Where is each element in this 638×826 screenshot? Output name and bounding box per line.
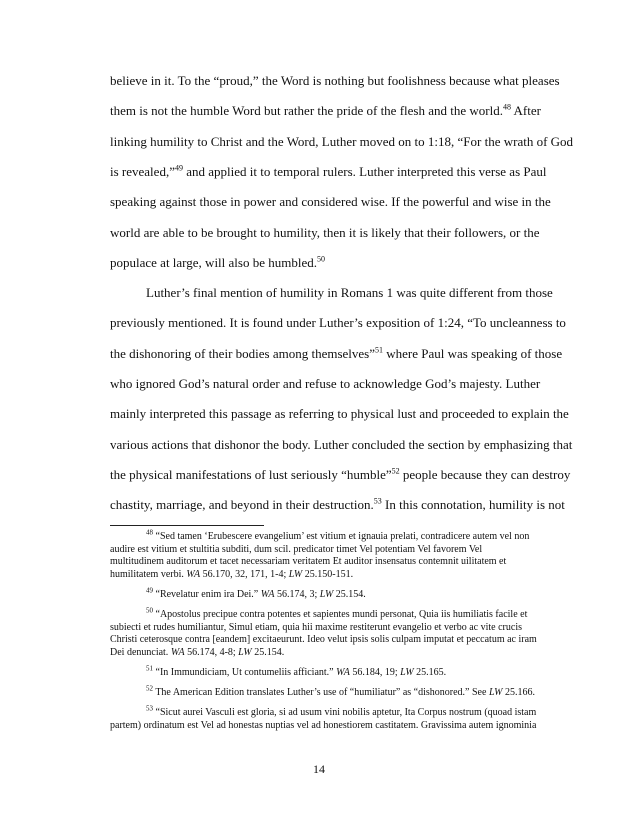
- text-run: populace at large, will also be humbled.: [110, 254, 317, 270]
- body-line: [110, 225, 540, 241]
- text-run: “Revelatur enim ira Dei.”: [153, 588, 261, 600]
- text-run: 56.174, 4-8;: [184, 646, 239, 658]
- citation-abbrev: LW: [400, 666, 414, 678]
- footnote-line: [110, 556, 540, 569]
- body-line: [110, 315, 566, 331]
- footnote-line: [110, 684, 576, 700]
- text-run: believe in it. To the “proud,” the Word is nothing but foolishness because what pleases: [110, 73, 560, 88]
- footnote-separator: [110, 525, 264, 526]
- body-line: [110, 285, 576, 301]
- text-run: 56.170, 32, 171, 1-4;: [200, 568, 289, 580]
- citation-abbrev: LW: [288, 568, 303, 580]
- text-run: partem) ordinatum est Vel ad honestas nuptias vel ad honestiorem castitatem. Gravissima autem ignominia: [110, 719, 537, 731]
- footnote-line: [110, 586, 576, 602]
- footnote-marker: 49: [146, 586, 153, 595]
- footnote-line: [110, 720, 540, 733]
- footnote-line: [110, 664, 576, 680]
- text-run: “In Immundiciam, Ut contumeliis afficiant.”: [153, 666, 337, 678]
- page-number: 14: [313, 762, 325, 776]
- text-run: 25.150-151.: [302, 568, 354, 580]
- text-run: “Sicut aurei Vasculi est gloria, si ad usum vini nobilis aptetur, Ita Corpus nostrum (quoad istam: [153, 707, 537, 719]
- body-line: [110, 255, 540, 271]
- text-run: the dishonoring of their bodies among themselves”: [110, 345, 376, 361]
- footnote-marker: 48: [146, 528, 153, 537]
- text-run: 56.184, 19;: [349, 666, 401, 678]
- text-run: “Apostolus precipue contra potentes et sapientes mundi personat, Quia iis humiliatis facile et: [153, 609, 528, 620]
- text-run: various actions that dishonor the body. Luther concluded the section by emphasizing that: [110, 436, 573, 452]
- footnote-line: [110, 622, 540, 635]
- text-run: 56.174, 3;: [274, 588, 320, 600]
- text-run: is revealed,”: [110, 163, 175, 179]
- text-run: the physical manifestations of lust seriously “humble”: [110, 466, 392, 482]
- footnote-marker: 48: [502, 102, 511, 112]
- footnote-line: [110, 704, 576, 720]
- citation-abbrev: WA: [170, 646, 185, 658]
- body-line: [110, 194, 551, 210]
- text-run: audire est vitium et stultitia subditi, dum scil. predicator timet Vel potentiam Vel favorem Vel: [110, 543, 483, 555]
- footnote-marker: 52: [146, 684, 153, 693]
- footnote-marker: 50: [146, 606, 153, 615]
- text-run: linking humility to Christ and the Word, Luther moved on to 1:18, “For the wrath of God: [110, 133, 574, 149]
- text-run: Dei denunciat.: [110, 646, 171, 658]
- footnote-line: [110, 647, 540, 660]
- text-run: In this connotation, humility is not: [381, 497, 565, 513]
- text-run: previously mentioned. It is found under Luther’s exposition of 1:24, “To uncleanness to: [110, 315, 566, 331]
- text-run: people because they can destroy: [399, 466, 571, 482]
- footnote-marker: 52: [391, 466, 400, 476]
- body-line: [110, 496, 565, 513]
- citation-abbrev: LW: [319, 588, 334, 600]
- citation-abbrev: LW: [238, 646, 252, 658]
- text-run: and applied it to temporal rulers. Luther interpreted this verse as Paul: [182, 163, 547, 179]
- text-run: where Paul was speaking of those: [383, 345, 563, 361]
- text-run: them is not the humble Word but rather the pride of the flesh and the world.: [110, 103, 503, 119]
- body-line: [110, 376, 540, 392]
- body-line: [110, 163, 547, 180]
- body-line: [110, 103, 540, 119]
- footnote-line: [110, 569, 540, 582]
- text-run: who ignored God’s natural order and refuse to acknowledge God’s majesty. Luther: [110, 376, 541, 391]
- text-run: subiecti et rudes humiliantur, Simul etiam, quia hii maxime restiterunt evangelio et verbo ac vite crucis: [110, 621, 522, 633]
- footnote-marker: 51: [146, 664, 153, 673]
- text-run: humilitatem verbi.: [110, 568, 187, 580]
- text-run: 25.166.: [502, 687, 535, 698]
- citation-abbrev: WA: [260, 588, 275, 600]
- text-run: 25.154.: [251, 646, 285, 658]
- body-line: [110, 436, 573, 453]
- text-run: The American Edition translates Luther’s use of “humiliatur” as “dishonored.” See: [153, 687, 489, 698]
- citation-abbrev: WA: [336, 666, 350, 678]
- text-run: After: [510, 103, 541, 119]
- text-run: Christi ceterosque contra [eandem] excitaeurunt. Ideo velut ipsis solis culpam imputat et peccatum ac iram: [110, 634, 537, 646]
- body-line: [110, 406, 569, 422]
- text-run: world are able to be brought to humility, then it is likely that their followers, or the: [110, 224, 540, 240]
- footnote-marker: 49: [174, 163, 183, 173]
- citation-abbrev: WA: [186, 568, 201, 580]
- text-run: speaking against those in power and considered wise. If the powerful and wise in the: [110, 194, 551, 210]
- footnote-line: [110, 634, 540, 647]
- text-run: multitudinem auditorum et tacet necessariam veritatem Et auditor insensatus contemnit uilitatem et: [110, 556, 507, 568]
- citation-abbrev: LW: [488, 687, 503, 698]
- footnote-marker: 51: [375, 345, 384, 355]
- footnote-line: [110, 528, 576, 544]
- text-run: Luther’s final mention of humility in Romans 1 was quite different from those: [146, 285, 553, 301]
- body-line: [110, 133, 574, 150]
- text-run: chastity, marriage, and beyond in their destruction.: [110, 497, 374, 513]
- body-line: [110, 466, 571, 483]
- text-run: 25.154.: [333, 588, 366, 600]
- footnote-marker: 50: [316, 254, 325, 264]
- text-run: mainly interpreted this passage as referring to physical lust and proceeded to explain the: [110, 406, 569, 422]
- body-line: [110, 73, 560, 89]
- text-run: “Sed tamen ‘Erubescere evangelium’ est vitium et ignauia prelati, contradicere autem vel non: [153, 531, 530, 542]
- body-line: [110, 345, 563, 362]
- footnote-marker: 53: [146, 704, 153, 713]
- footnote-marker: 53: [373, 496, 382, 506]
- footnote-line: [110, 606, 576, 622]
- footnote-line: [110, 544, 540, 557]
- text-run: 25.165.: [413, 666, 447, 678]
